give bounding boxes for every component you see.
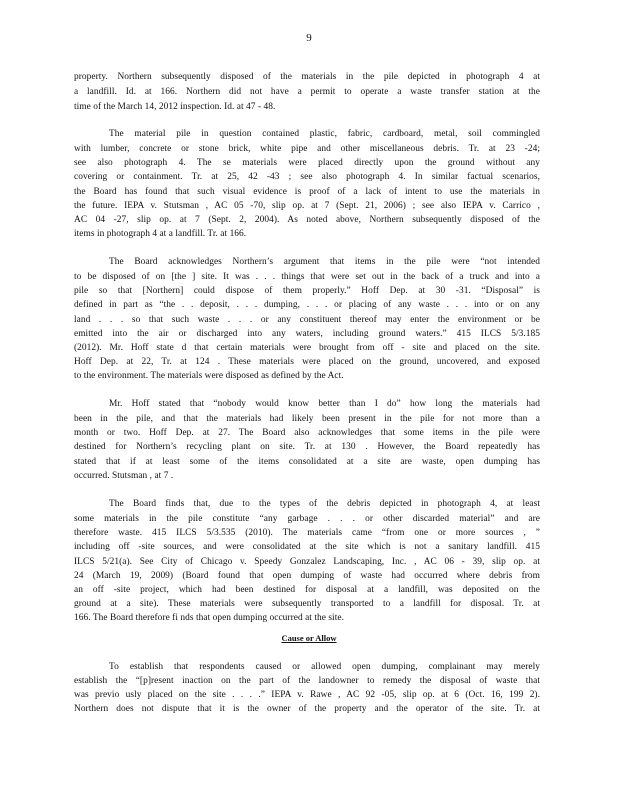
paragraph-3-line-9: to the environment. The materials were disposed as defined by the Act. [74,371,344,381]
paragraph-6-line-2: establish the “[p]resent inaction on the part of the landowner to remedy the disposal of waste that [74,676,540,686]
section-heading: Cause or Allow [281,633,337,643]
paragraph-2-line-5: the Board has found that such visual evidence is proof of a lack of intent to use the materials in [74,187,540,197]
paragraph-5-line-8: ground at a site). These materials were subsequently transported to a landfill for disposal. Tr. at [74,599,540,609]
paragraph-2-line-7: AC 04 -27, slip op. at 7 (Sept. 2, 2004). As noted above, Northern subsequently disposed of the [74,215,540,225]
paragraph-6-line-4: Northern does not dispute that it is the owner of the property and the operator of the site. Tr. at [74,704,540,714]
paragraph-5-line-4: including off -site sources, and were consolidated at the site which is not a sanitary landfill. 415 [74,542,540,552]
paragraph-5-line-9: 166. The Board therefore fi nds that open dumping occurred at the site. [74,613,344,623]
paragraph-3-line-6: emitted into the air or discharged into any waters, including ground waters.” 415 ILCS 5/3.185 [74,329,540,339]
paragraph-3-line-1: The Board acknowledges Northern’s argument that items in the pile were “not intended [109,257,540,267]
paragraph-4-line-5: stated that if at least some of the items consolidated at a site are waste, open dumping has [74,457,540,467]
paragraph-1-line-3: time of the March 14, 2012 inspection. Id. at 47 - 48. [74,102,276,112]
paragraph-6-line-1: To establish that respondents caused or allowed open dumping, complainant may merely [109,662,540,672]
paragraph-4-line-4: destined for Northern’s recycling plant on site. Tr. at 130 . However, the Board repeatedly has [74,442,540,452]
paragraph-1-line-1: property. Northern subsequently disposed of the materials in the pile depicted in photograph 4 at [74,72,540,82]
paragraph-2-line-4: covering or containment. Tr. at 25, 42 -43 ; see also photograph 4. In similar factual scenarios, [74,172,540,182]
paragraph-4-line-3: month or two. Hoff Dep. at 27. The Board also acknowledges that some items in the pile were [74,428,540,438]
paragraph-5-line-7: an off -site project, which had been destined for disposal at a landfill, was deposited on the [74,585,540,595]
paragraph-1-line-2: a landfill. Id. at 166. Northern did not have a permit to operate a waste transfer station at the [74,87,540,97]
paragraph-5-line-2: some materials in the pile constitute “any garbage . . . or other discarded material” and are [74,514,540,524]
paragraph-4-line-2: been in the pile, and that the materials had likely been present in the pile for not more than a [74,414,540,424]
paragraph-5-line-1: The Board finds that, due to the types of the debris depicted in photograph 4, at least [109,499,540,509]
paragraph-4-line-6: occurred. Stutsman , at 7 . [74,471,174,481]
paragraph-5-line-6: 24 (March 19, 2009) (Board found that open dumping of waste had occurred where debris from [74,571,540,581]
paragraph-3-line-7: (2012). Mr. Hoff state d that certain materials were brought from off - site and placed on the site. [74,343,540,353]
paragraph-3-line-2: to be disposed of on [the ] site. It was . . . things that were set out in the back of a truck and into a [74,272,540,282]
paragraph-3-line-8: Hoff Dep. at 22, Tr. at 124 . These materials were placed on the ground, uncovered, and exposed [74,357,540,367]
paragraph-2-line-6: the future. IEPA v. Stutsman , AC 05 -70, slip op. at 7 (Sept. 21, 2006) ; see also IEPA v. Carrico , [74,201,540,211]
paragraph-3-line-4: defined in part as “the . . deposit, . . . dumping, . . . or placing of any waste . . . into or on any [74,300,540,310]
paragraph-2-line-1: The material pile in question contained plastic, fabric, cardboard, metal, soil commingled [109,129,540,139]
paragraph-2-line-8: items in photograph 4 at a landfill. Tr. at 166. [74,229,247,239]
paragraph-5-line-3: therefore waste. 415 ILCS 5/3.535 (2010). The materials came “from one or more sources , ” [74,528,540,538]
paragraph-4-line-1: Mr. Hoff stated that “nobody would know better than I do” how long the materials had [109,399,540,409]
paragraph-2-line-3: see also photograph 4. The se materials were placed directly upon the ground without any [74,158,540,168]
paragraph-2-line-2: with lumber, concrete or stone brick, white pipe and other miscellaneous debris. Tr. at 23 -24; [74,144,540,154]
paragraph-3-line-3: pile so that [Northern] could dispose of them properly.” Hoff Dep. at 30 -31. “Disposal” is [74,286,540,296]
paragraph-5-line-5: ILCS 5/21(a). See City of Chicago v. Speedy Gonzalez Landscaping, Inc. , AC 06 - 39, slip op. at [74,557,540,567]
paragraph-3-line-5: land . . . so that such waste . . . or any constituent thereof may enter the environment or be [74,315,540,325]
page-number: 9 [306,32,312,44]
paragraph-6-line-3: was previo usly placed on the site . . . .” IEPA v. Rawe , AC 92 -05, slip op. at 6 (Oct. 16, 199 2). [74,690,540,700]
